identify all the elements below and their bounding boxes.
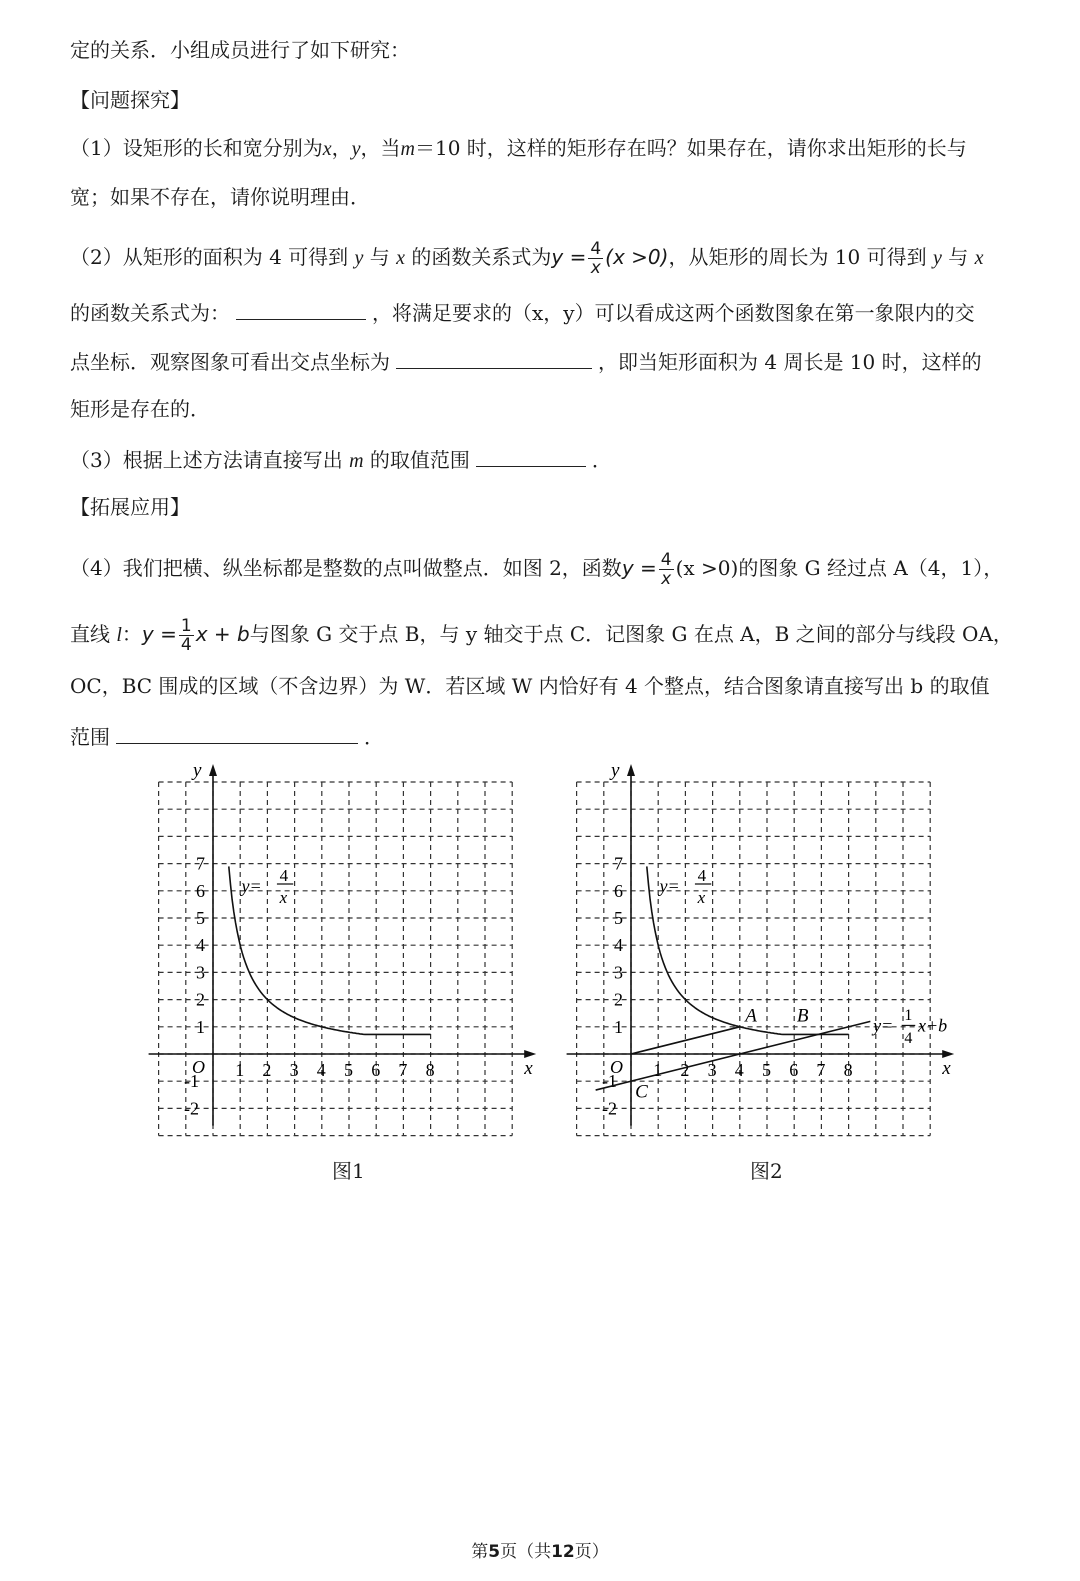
y-tick-label: 2 <box>196 989 205 1010</box>
q1-text-a: （1）设矩形的长和宽分别为 <box>70 136 323 160</box>
y-tick-label: 3 <box>614 962 623 983</box>
q2-text-b: 与 <box>369 245 390 269</box>
x-tick-label: 6 <box>789 1060 799 1080</box>
x-tick-label: 7 <box>816 1060 826 1080</box>
x-tick-label: 6 <box>371 1060 381 1080</box>
x-tick-label: 1 <box>653 1060 663 1080</box>
y-tick-label: 6 <box>196 880 205 901</box>
question-1-line-2 <box>70 183 1046 211</box>
footer-page-number: 5 <box>488 1542 501 1562</box>
q2-line2-a: 的函数关系式为： <box>70 301 230 325</box>
q1-var-x: x <box>322 138 332 160</box>
q2-text-a: （2）从矩形的面积为 4 可得到 <box>70 245 349 269</box>
y-neg-tick-label: -1 <box>184 1071 199 1092</box>
y-tick-label: 1 <box>196 1016 205 1037</box>
figure-1-caption: 图1 <box>332 1159 365 1183</box>
x-tick-label: 7 <box>398 1060 408 1080</box>
q3-end: ． <box>591 448 612 472</box>
footer-total-pages: 12 <box>551 1542 575 1562</box>
y-axis-arrow <box>209 764 217 776</box>
question-2-line-1 <box>70 240 1046 277</box>
point-A-label: A <box>745 1005 757 1027</box>
y-axis-arrow <box>627 764 635 776</box>
figure-2-caption: 图2 <box>750 1159 783 1183</box>
q4-frac-num: 4 <box>660 550 672 570</box>
q4-text-b: (x >0)的图象 G 经过点 A（4，1）， <box>675 556 1004 580</box>
y-tick-label: 2 <box>614 989 623 1010</box>
y-tick-label: 7 <box>614 853 623 874</box>
intro-text: 定的关系．小组成员进行了如下研究： <box>70 38 410 62</box>
y-tick-label: 5 <box>614 908 623 928</box>
q3-var-m: m <box>349 450 364 472</box>
x-axis-arrow <box>524 1050 536 1058</box>
x-axis-label: x <box>524 1058 533 1079</box>
x-tick-label: 4 <box>734 1060 744 1080</box>
curve-label-den: x <box>279 887 288 907</box>
q2-frac-num: 4 <box>590 239 602 259</box>
x-tick-label: 5 <box>762 1060 771 1080</box>
question-4-line-4 <box>70 721 1046 751</box>
heading-1-text: 【问题探究】 <box>70 88 190 112</box>
q4-text-a: （4）我们把横、纵坐标都是整数的点叫做整点．如图 2，函数 <box>70 556 622 580</box>
q4-line4-a: 范围 <box>70 725 110 749</box>
segment-OA <box>631 1027 740 1054</box>
x-tick-label: 2 <box>680 1060 690 1080</box>
question-2-line-2 <box>70 297 1046 327</box>
x-axis-arrow <box>942 1050 954 1058</box>
q4-fraction <box>659 551 674 588</box>
q4-formula-lhs: y = <box>621 556 657 580</box>
origin-label: O <box>192 1057 205 1077</box>
question-4-line-3 <box>70 672 1046 700</box>
q2-line2-b: ，将满足要求的（x，y）可以看成这两个函数图象在第一象限内的交 <box>372 301 975 325</box>
y-tick-label: 7 <box>196 853 205 874</box>
q2-var-x2: x <box>974 247 984 269</box>
line-label-num: 1 <box>904 1006 913 1024</box>
q3-answer-blank[interactable] <box>476 444 586 467</box>
x-tick-label: 2 <box>262 1060 272 1080</box>
y-tick-label: 1 <box>614 1016 623 1037</box>
curve-label-y: y= <box>659 876 680 897</box>
q4-line2-a: 直线 <box>70 622 110 646</box>
question-4-line-2 <box>70 617 1046 654</box>
q2-answer-blank-1[interactable] <box>236 297 366 320</box>
y-axis-label: y <box>611 760 620 781</box>
heading-extension <box>70 493 1046 521</box>
line-l <box>596 1021 871 1090</box>
y-tick-label: 4 <box>614 935 623 956</box>
question-2-line-3 <box>70 346 1046 376</box>
q4-var-l: l <box>116 624 122 646</box>
q3-text-a: （3）根据上述方法请直接写出 <box>70 448 343 472</box>
line-label-den: 4 <box>904 1030 913 1048</box>
question-3 <box>70 444 1046 475</box>
q4-line3-text: OC，BC 围成的区域（不含边界）为 W．若区域 W 内恰好有 4 个整点，结合图象请直接写出 b 的取值 <box>70 674 990 698</box>
x-axis-label: x <box>942 1058 951 1079</box>
q1-sep: ， <box>331 136 352 160</box>
x-tick-label: 3 <box>289 1060 299 1080</box>
q2-formula-lhs: y = <box>551 245 587 269</box>
q1-line2-text: 宽；如果不存在，请你说明理由． <box>70 185 370 209</box>
heading-problem-explore <box>70 86 1046 114</box>
point-C-label: C <box>635 1081 648 1103</box>
q4-line2-c: 与图象 G 交于点 B，与 y 轴交于点 C．记图象 G 在点 A，B 之间的部分与线段 OA， <box>249 622 1013 646</box>
q4-end: ． <box>364 725 384 749</box>
curve-label-num: 4 <box>697 866 707 886</box>
question-2-line-4 <box>70 395 1046 423</box>
curve-label-y: y= <box>241 876 262 897</box>
q1-var-y: y <box>351 138 361 160</box>
heading-2-text: 【拓展应用】 <box>70 495 190 519</box>
q2-line4-text: 矩形是存在的． <box>70 397 210 421</box>
q2-line3-b: ，即当矩形面积为 4 周长是 10 时，这样的 <box>598 350 982 374</box>
footer-prefix: 第 <box>471 1542 489 1562</box>
intro-line <box>70 36 1046 64</box>
figure-1-graph <box>140 755 560 1155</box>
curve-label-den: x <box>697 887 706 907</box>
question-1-line-1 <box>70 134 1046 163</box>
q4-line-frac-den: 4 <box>180 635 192 655</box>
y-tick-label: 4 <box>196 935 205 956</box>
q2-fraction <box>588 240 603 277</box>
q4-line-lhs: y = <box>141 622 177 646</box>
x-tick-label: 3 <box>707 1060 717 1080</box>
x-tick-label: 8 <box>843 1060 853 1080</box>
q2-text-d: ，从矩形的周长为 10 可得到 <box>668 245 927 269</box>
y-neg-tick-label: -1 <box>602 1071 617 1092</box>
q2-condition: (x >0) <box>605 245 669 269</box>
y-axis-label: y <box>193 760 202 781</box>
q2-var-y: y <box>354 247 364 269</box>
q1-var-m: m <box>400 138 415 160</box>
x-tick-label: 1 <box>235 1060 245 1080</box>
page-footer <box>0 1537 1080 1562</box>
q4-answer-blank[interactable] <box>116 721 358 744</box>
line-label-y: y= <box>873 1015 894 1036</box>
x-tick-label: 4 <box>316 1060 326 1080</box>
footer-suffix: 页） <box>574 1542 609 1562</box>
q1-when: ，当 <box>360 136 401 160</box>
figure-2-graph <box>558 755 978 1155</box>
q1-rest: ＝10 时，这样的矩形存在吗？如果存在，请你求出矩形的长与 <box>414 136 967 160</box>
question-4-line-1 <box>70 551 1046 588</box>
q3-text-b: 的取值范围 <box>369 448 470 472</box>
q2-var-y2: y <box>932 247 942 269</box>
q4-line-fraction <box>179 617 194 654</box>
q4-line-frac-num: 1 <box>180 616 192 636</box>
line-label-rest: x+b <box>917 1015 948 1036</box>
y-neg-tick-label: -2 <box>184 1098 199 1119</box>
q2-line3-a: 点坐标．观察图象可看出交点坐标为 <box>70 350 390 374</box>
y-tick-label: 5 <box>196 908 205 928</box>
q4-line-rest: x + b <box>195 622 250 646</box>
x-tick-label: 5 <box>344 1060 353 1080</box>
q4-frac-den: x <box>661 569 672 589</box>
y-tick-label: 6 <box>614 880 623 901</box>
q4-line2-colon: ： <box>121 622 142 646</box>
q2-text-c: 的函数关系式为 <box>411 245 552 269</box>
curve-label-num: 4 <box>279 866 289 886</box>
q2-text-e: 与 <box>948 245 969 269</box>
y-tick-label: 3 <box>196 962 205 983</box>
footer-mid: 页（共 <box>500 1542 552 1562</box>
x-tick-label: 8 <box>425 1060 435 1080</box>
point-B-label: B <box>796 1005 809 1027</box>
q2-var-x: x <box>396 247 406 269</box>
origin-label: O <box>610 1057 623 1077</box>
q2-frac-den: x <box>590 258 601 278</box>
y-neg-tick-label: -2 <box>602 1098 617 1119</box>
q2-answer-blank-2[interactable] <box>396 346 592 369</box>
